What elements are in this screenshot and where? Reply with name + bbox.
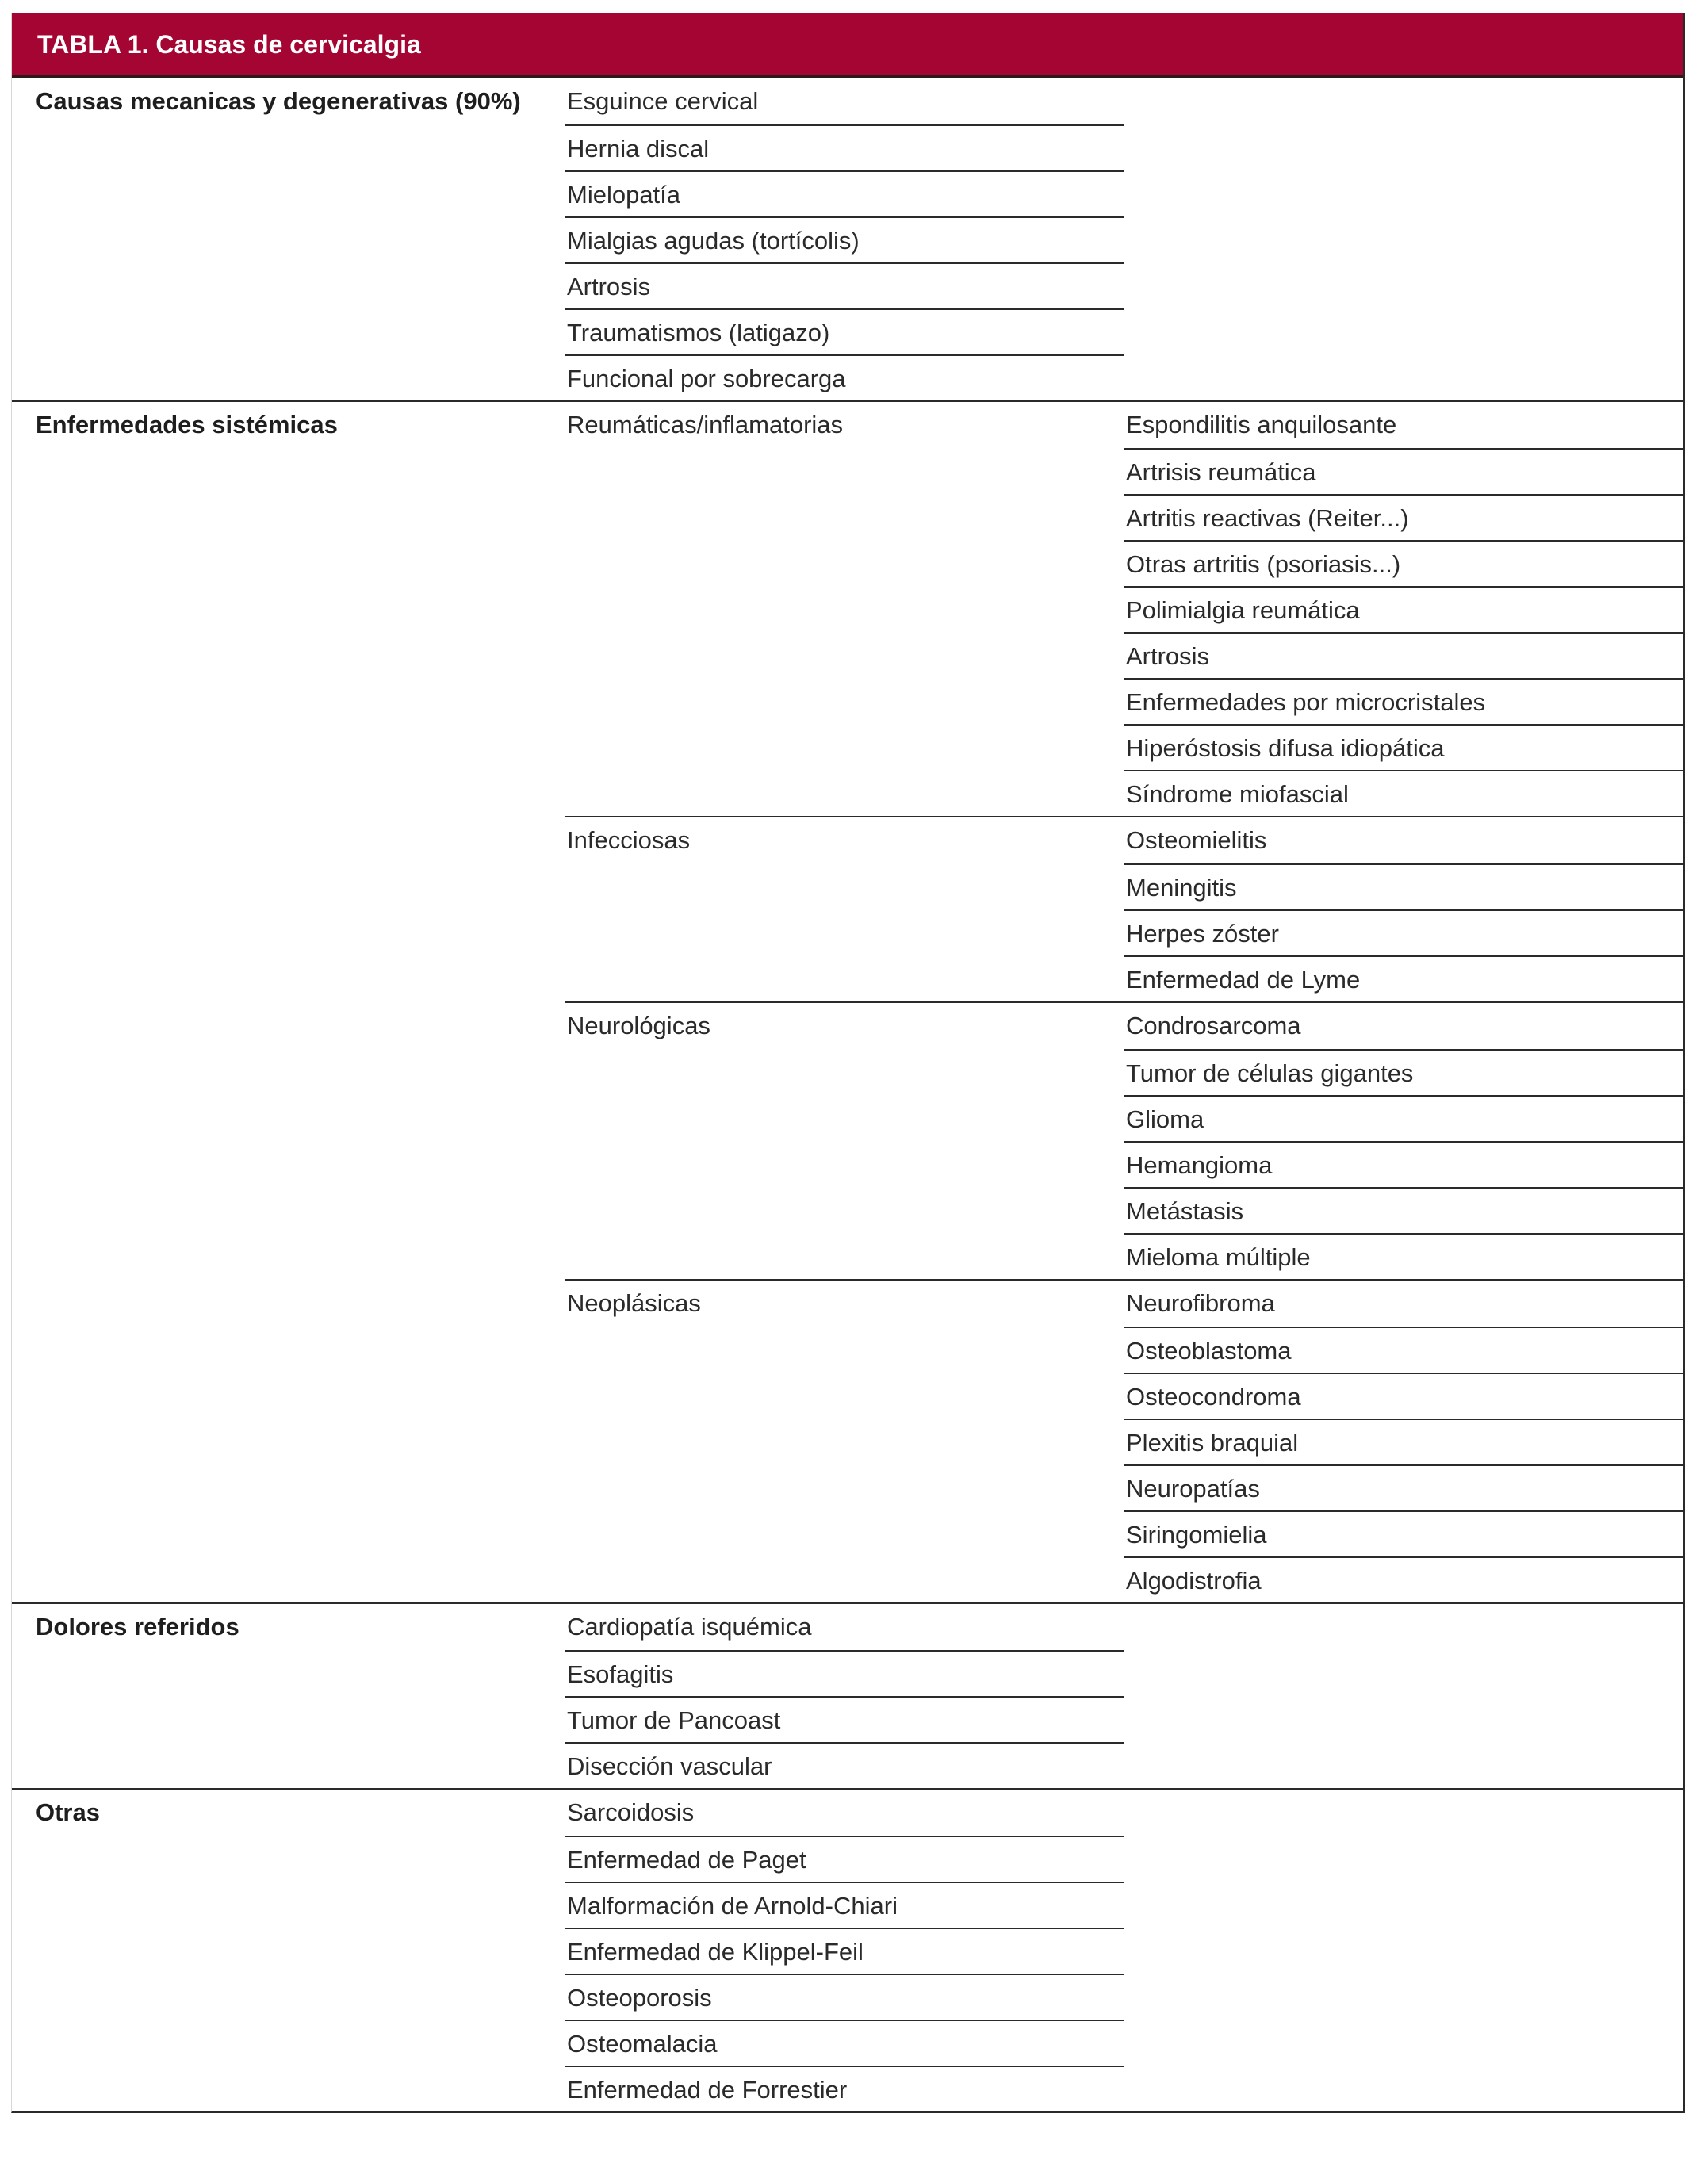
list-item: Esguince cervical xyxy=(567,87,759,115)
subgroup-label: Infecciosas xyxy=(567,826,691,854)
group-label: Dolores referidos xyxy=(36,1613,239,1641)
group-items xyxy=(565,78,1124,400)
list-item: Tumor de Pancoast xyxy=(565,1696,1124,1742)
list-item: Malformación de Arnold-Chiari xyxy=(565,1882,1124,1928)
subgroup-items xyxy=(1124,1281,1683,1602)
table-group xyxy=(12,1602,1683,1788)
subgroup-row xyxy=(565,1279,1683,1602)
group-content xyxy=(565,1790,1683,2111)
table-title: TABLA 1. Causas de cervicalgia xyxy=(37,29,421,59)
table-group xyxy=(12,400,1683,1602)
group-content xyxy=(565,78,1683,400)
list-item: Enfermedad de Paget xyxy=(565,1836,1124,1882)
group-label: Enfermedades sistémicas xyxy=(36,411,338,438)
subgroup-items xyxy=(1124,1003,1683,1279)
list-item: Hiperóstosis difusa idiopática xyxy=(1124,724,1683,770)
subgroup-items xyxy=(1124,402,1683,816)
subgroup-row xyxy=(565,816,1683,1001)
list-item: Artrosis xyxy=(1124,632,1683,678)
list-item: Otras artritis (psoriasis...) xyxy=(1124,540,1683,586)
list-item: Polimialgia reumática xyxy=(1124,586,1683,632)
list-item: Plexitis braquial xyxy=(1124,1419,1683,1464)
list-item: Mialgias agudas (tortícolis) xyxy=(565,216,1124,262)
list-item: Glioma xyxy=(1124,1095,1683,1141)
subgroup-row xyxy=(565,402,1683,816)
list-item: Hemangioma xyxy=(1124,1141,1683,1187)
causes-table xyxy=(11,13,1685,2113)
subgroup-label: Reumáticas/inflamatorias xyxy=(567,411,844,438)
list-item: Funcional por sobrecarga xyxy=(565,354,1124,400)
list-item: Mielopatía xyxy=(565,170,1124,216)
list-item: Herpes zóster xyxy=(1124,909,1683,955)
list-item: Artritis reactivas (Reiter...) xyxy=(1124,494,1683,540)
list-item: Espondilitis anquilosante xyxy=(1126,411,1397,438)
table-group xyxy=(12,78,1683,400)
group-content xyxy=(565,402,1683,1602)
list-item: Artrisis reumática xyxy=(1124,448,1683,494)
list-item: Sarcoidosis xyxy=(567,1798,695,1826)
list-item: Enfermedad de Klippel-Feil xyxy=(565,1928,1124,1974)
list-item: Osteomielitis xyxy=(1126,826,1267,854)
list-item: Condrosarcoma xyxy=(1126,1012,1301,1039)
list-item: Osteoblastoma xyxy=(1124,1327,1683,1373)
group-items xyxy=(565,1604,1124,1788)
list-item: Síndrome miofascial xyxy=(1124,770,1683,816)
list-item: Neurofibroma xyxy=(1126,1289,1275,1317)
list-item: Osteocondroma xyxy=(1124,1373,1683,1419)
list-item: Enfermedades por microcristales xyxy=(1124,678,1683,724)
list-item: Artrosis xyxy=(565,262,1124,308)
table-header xyxy=(12,13,1683,78)
list-item: Osteomalacia xyxy=(565,2020,1124,2066)
list-item: Hernia discal xyxy=(565,124,1124,170)
list-item: Traumatismos (latigazo) xyxy=(565,308,1124,354)
list-item: Tumor de células gigantes xyxy=(1124,1049,1683,1095)
list-item: Metástasis xyxy=(1124,1187,1683,1233)
list-item: Enfermedad de Forrestier xyxy=(565,2066,1124,2111)
list-item: Meningitis xyxy=(1124,863,1683,909)
group-content xyxy=(565,1604,1683,1788)
list-item: Disección vascular xyxy=(565,1742,1124,1788)
table-body xyxy=(12,78,1683,2111)
list-item: Esofagitis xyxy=(565,1650,1124,1696)
list-item: Algodistrofia xyxy=(1124,1556,1683,1602)
list-item: Neuropatías xyxy=(1124,1464,1683,1510)
group-label: Causas mecanicas y degenerativas (90%) xyxy=(36,87,521,115)
subgroup-label: Neurológicas xyxy=(567,1012,710,1039)
list-item: Enfermedad de Lyme xyxy=(1124,955,1683,1001)
list-item: Mieloma múltiple xyxy=(1124,1233,1683,1279)
group-items xyxy=(565,1790,1124,2111)
list-item: Osteoporosis xyxy=(565,1974,1124,2020)
subgroup-label: Neoplásicas xyxy=(567,1289,701,1317)
list-item: Cardiopatía isquémica xyxy=(567,1613,812,1641)
list-item: Siringomielia xyxy=(1124,1510,1683,1556)
subgroup-items xyxy=(1124,817,1683,1001)
subgroup-row xyxy=(565,1001,1683,1279)
table-group xyxy=(12,1788,1683,2111)
group-label: Otras xyxy=(36,1798,100,1826)
